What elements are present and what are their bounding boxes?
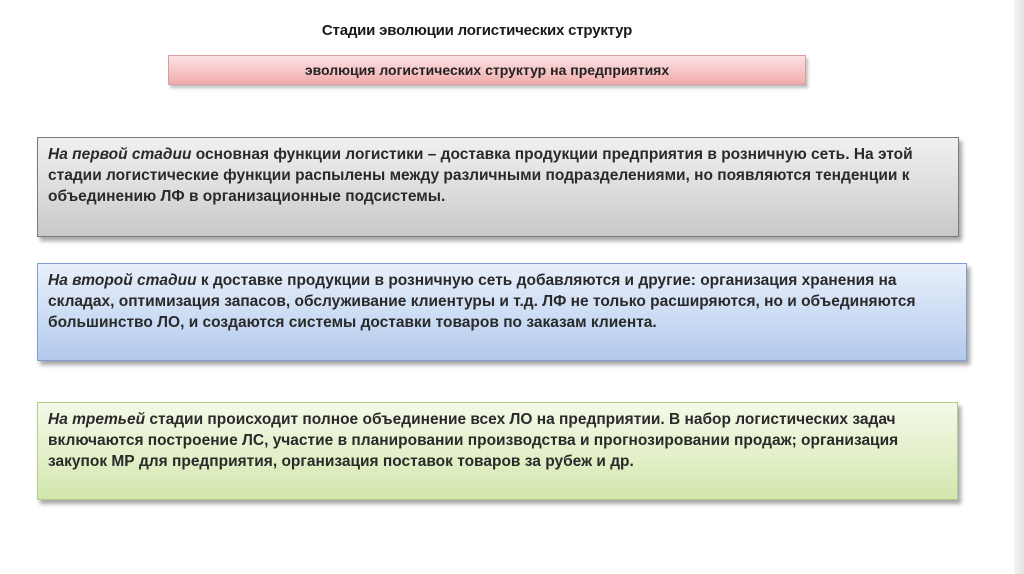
stage-1-box	[37, 137, 959, 237]
stage-2-lead: На второй стадии	[48, 272, 197, 289]
stage-3-box	[37, 402, 958, 500]
subtitle-banner: эволюция логистических структур на предприятиях	[168, 55, 806, 85]
stage-3-lead: На третьей	[48, 411, 146, 428]
stage-1-lead: На первой стадии	[48, 146, 192, 163]
stage-2-box	[37, 263, 967, 361]
stage-2-text: к доставке продукции в розничную сеть добавляются и другие: организация хранения на складах, оптимизация запасов, обслуживание клиентуры и т.д. ЛФ не только расширяются, но и объединяются большинство ЛО, и создаются системы доставки товаров по заказам клиента.	[48, 272, 916, 331]
stage-3-text: стадии происходит полное объединение всех ЛО на предприятии. В набор логистических задач включаются построение ЛС, участие в планировании производства и прогнозировании продаж; организация закупок МР для предприятия, организация поставок товаров за рубеж и др.	[48, 411, 899, 470]
slide-edge	[1014, 0, 1024, 574]
stage-1-text: основная функции логистики – доставка продукции предприятия в розничную сеть. На этой стадии логистические функции распылены между различными подразделениями, но появляются тенденции к объединению ЛФ в организационные подсистемы.	[48, 146, 913, 205]
slide-title: Стадии эволюции логистических структур	[321, 22, 633, 39]
